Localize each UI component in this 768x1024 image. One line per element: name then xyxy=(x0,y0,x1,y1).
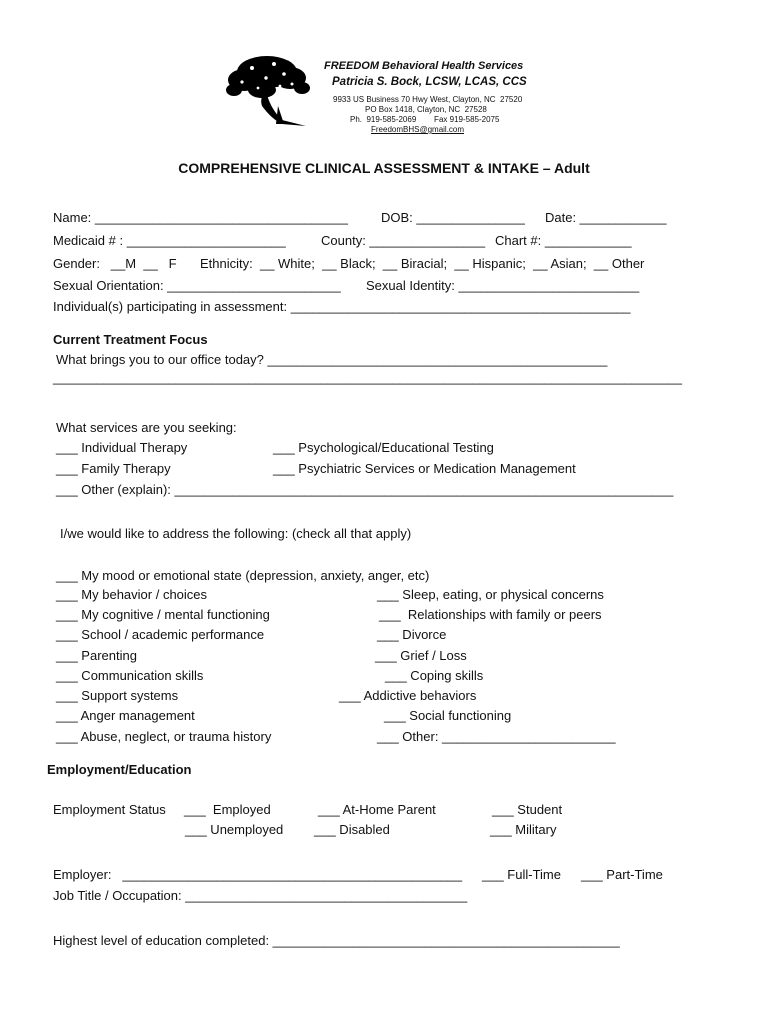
form-title: COMPREHENSIVE CLINICAL ASSESSMENT & INTAKE – Adult xyxy=(178,160,590,176)
service-testing[interactable]: ___ Psychological/Educational Testing xyxy=(273,440,494,455)
item-other[interactable]: ___ Other: ________________________ xyxy=(377,729,616,744)
item-parenting[interactable]: ___ Parenting xyxy=(56,648,137,663)
status-disabled[interactable]: ___ Disabled xyxy=(314,822,390,837)
full-time-option[interactable]: ___ Full-Time xyxy=(482,867,561,882)
item-relationships[interactable]: ___ Relationships with family or peers xyxy=(379,607,602,622)
county-field[interactable]: County: ________________ xyxy=(321,233,486,248)
job-title-field[interactable]: Job Title / Occupation: _______________________________________ xyxy=(53,888,468,903)
status-unemployed[interactable]: ___ Unemployed xyxy=(185,822,284,837)
item-grief[interactable]: ___ Grief / Loss xyxy=(375,648,467,663)
item-coping[interactable]: ___ Coping skills xyxy=(385,668,484,683)
sexual-identity-field[interactable]: Sexual Identity: _________________________ xyxy=(366,278,640,293)
dob-field[interactable]: DOB: _______________ xyxy=(381,210,525,225)
treatment-heading: Current Treatment Focus xyxy=(53,332,208,347)
status-employed[interactable]: ___ Employed xyxy=(184,802,271,817)
reason-field[interactable]: What brings you to our office today? _______________________________________________ xyxy=(56,352,608,367)
org-name: FREEDOM Behavioral Health Services xyxy=(324,60,524,72)
ethnicity-field[interactable]: Ethnicity: __ White; __ Black; __ Biracial; __ Hispanic; __ Asian; __ Other xyxy=(200,256,645,271)
service-psychiatric[interactable]: ___ Psychiatric Services or Medication Management xyxy=(273,461,576,476)
date-field[interactable]: Date: ____________ xyxy=(545,210,667,225)
item-support[interactable]: ___ Support systems xyxy=(56,688,179,703)
part-time-option[interactable]: ___ Part-Time xyxy=(581,867,663,882)
address-line-2: PO Box 1418, Clayton, NC 27528 xyxy=(365,105,487,114)
status-at-home-parent[interactable]: ___ At-Home Parent xyxy=(318,802,436,817)
tree-logo-icon xyxy=(222,50,318,130)
item-addictive[interactable]: ___ Addictive behaviors xyxy=(339,688,477,703)
chart-field[interactable]: Chart #: ____________ xyxy=(495,233,632,248)
employment-status-label: Employment Status xyxy=(53,802,166,817)
address-line-1: 9933 US Business 70 Hwy West, Clayton, NC 27520 xyxy=(333,95,523,104)
item-school[interactable]: ___ School / academic performance xyxy=(56,627,265,642)
item-anger[interactable]: ___ Anger management xyxy=(56,708,195,723)
item-mood[interactable]: ___ My mood or emotional state (depression, anxiety, anger, etc) xyxy=(56,568,430,583)
gender-field[interactable]: Gender: __M __ F xyxy=(53,256,177,271)
service-individual-therapy[interactable]: ___ Individual Therapy xyxy=(56,440,188,455)
reason-line[interactable]: _______________________________________________________________________________________ xyxy=(53,370,683,385)
sexual-orientation-field[interactable]: Sexual Orientation: ________________________ xyxy=(53,278,341,293)
status-student[interactable]: ___ Student xyxy=(492,802,563,817)
clinician-name: Patricia S. Bock, LCSW, LCAS, CCS xyxy=(332,76,527,88)
name-field[interactable]: Name: ___________________________________ xyxy=(53,210,348,225)
item-social[interactable]: ___ Social functioning xyxy=(384,708,512,723)
education-field[interactable]: Highest level of education completed: ________________________________________________ xyxy=(53,933,620,948)
email-link[interactable]: FreedomBHS@gmail.com xyxy=(371,125,465,134)
item-behavior[interactable]: ___ My behavior / choices xyxy=(56,587,208,602)
medicaid-field[interactable]: Medicaid # : ______________________ xyxy=(53,233,286,248)
phone-fax: Ph. 919-585-2069 Fax 919-585-2075 xyxy=(350,115,500,124)
employment-heading: Employment/Education xyxy=(47,762,192,777)
participants-field[interactable]: Individual(s) participating in assessment: _______________________________________________ xyxy=(53,299,631,314)
services-question: What services are you seeking: xyxy=(56,420,237,435)
employer-field[interactable]: Employer: _______________________________________________ xyxy=(53,867,463,882)
service-other[interactable]: ___ Other (explain): _____________________________________________________________________ xyxy=(56,482,674,497)
item-sleep[interactable]: ___ Sleep, eating, or physical concerns xyxy=(377,587,604,602)
status-military[interactable]: ___ Military xyxy=(490,822,557,837)
address-intro: I/we would like to address the following: (check all that apply) xyxy=(60,526,412,541)
item-divorce[interactable]: ___ Divorce xyxy=(377,627,447,642)
item-cognitive[interactable]: ___ My cognitive / mental functioning xyxy=(56,607,270,622)
item-abuse[interactable]: ___ Abuse, neglect, or trauma history xyxy=(56,729,272,744)
item-communication[interactable]: ___ Communication skills xyxy=(56,668,204,683)
service-family-therapy[interactable]: ___ Family Therapy xyxy=(56,461,171,476)
